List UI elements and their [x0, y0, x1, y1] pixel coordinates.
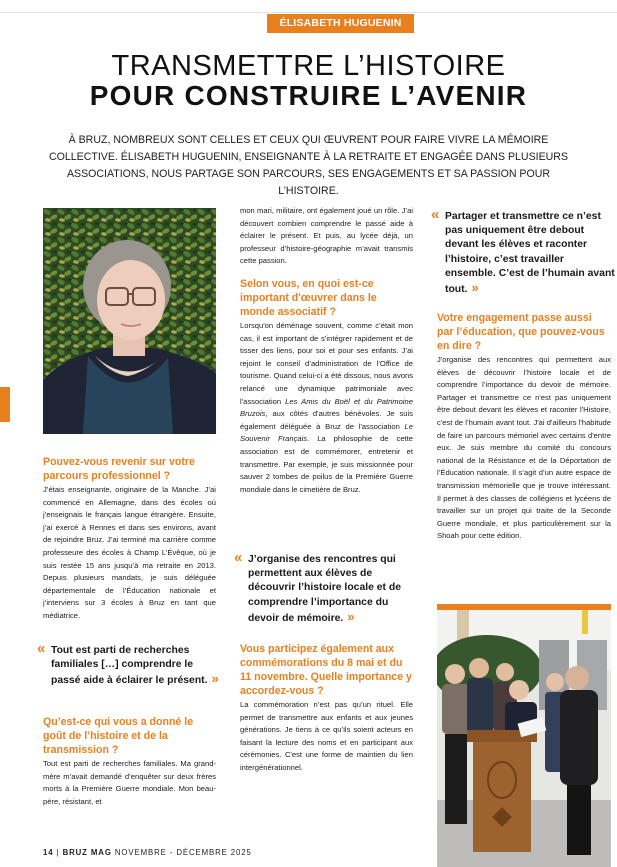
pull-quote-text: Tout est parti de recherches familiales […] comprendre le passé aide à éclairer le présent.: [51, 645, 208, 687]
open-quote-icon: «: [234, 549, 240, 566]
pull-quote: [431, 206, 616, 297]
page-number: 14: [43, 848, 54, 857]
association-name: Les Amis du Boël et du Patrimoine Bruzois: [240, 396, 413, 419]
answer-segment: . La philosophie de cette association est de commémorer, entretenir et transmettre. Par exemple, je suis missionnée pour sauver 2 tombes de poilus de la Première Guerre mondiale dans le cimetière de Bruz.: [240, 434, 413, 494]
page-footer: [43, 848, 252, 857]
pull-quote-text: Partager et transmettre ce n’est pas uniquement être debout devant les élèves et raconter l’histoire, c’est travailler ensemble. C’est de l’humain avant tout.: [445, 211, 615, 296]
lead-paragraph: À BRUZ, NOMBREUX SONT CELLES ET CEUX QUI ŒUVRENT POUR FAIRE VIVRE LA MÉMOIRE COLLECTIVE. ÉLISABETH HUGUENIN, ENSEIGNANTE À LA RETRAITE ET ENGAGÉE DANS PLUSIEURS ASSOCIATIONS, NOUS PARTAGE SON PARCOURS, SES ENGAGEMENTS ET SA PASSION POUR L’HISTOIRE.: [48, 134, 569, 197]
issue-date: NOVEMBRE - DÉCEMBRE 2025: [114, 848, 252, 857]
top-rule: [0, 12, 617, 13]
column-1-lower: [43, 715, 216, 808]
question-heading: Qu’est-ce qui vous a donné le goût de l’histoire et de la transmission ?: [43, 716, 194, 756]
pull-quote: [234, 549, 419, 626]
question-heading: Selon vous, en quoi est-ce important d'œuvrer dans le monde associatif ?: [240, 277, 377, 318]
close-quote-icon: »: [347, 608, 352, 624]
ceremony-photo: [437, 610, 611, 867]
portrait-photo: [43, 208, 216, 434]
column-2: [240, 205, 413, 496]
close-quote-icon: »: [471, 280, 476, 296]
magazine-name: BRUZ MAG: [62, 848, 112, 857]
ceremony-illustration: [437, 610, 611, 867]
answer-segment: Lorsqu'on déménage souvent, comme c’était mon cas, il est important de s’intégrer rapidement et de tisser des liens, pour soi et pour ses enfants. J’ai rejoint le conseil d’administration de l’Office de tourisme. Quand celui-ci a été dissous, nous avons relancé une dynamique patrimoniale avec l'association: [240, 320, 413, 406]
answer-text: La commémoration n’est pas qu’un rituel. Elle permet de transmettre aux enfants et aux jeunes générations. Je tiens à ce qu’ils soient acteurs en faisant la lecture des noms et en participant aux cérémonies. C'est une forme de maintien du lien intergénérationnel.: [240, 700, 413, 772]
footer-separator: |: [56, 848, 60, 857]
answer-segment: , aux côtés d'autres bénévoles. Je suis également déléguée à Bruz de l'association: [240, 409, 413, 431]
answer-text: Tout est parti de recherches familiales. Ma grand-mère m’avait demandé d’enquêter sur deux frères morts à la Première Guerre mondiale. Mon beau-père, résistant, et: [43, 759, 216, 806]
answer-text: J'organise des rencontres qui permettent aux élèves de découvrir l’histoire locale et de comprendre l’importance du devoir de mémoire. Partager et transmettre ce n'est pas uniquement être debout devant les élèves et raconter l'Histoire, c'est de l’humain avant tout. J'ai d'ailleurs l'habitude de faire un parcours mémoriel avec certains d'entre eux. Je suis membre du comité du concours national de la Résistance et de la Déportation de l’Éducation nationale. Il s’agit d’un autre espace de transmission mémorielle que je trouve intéressant. Il permet à des classes de collégiens et lycéens de travailler sur un projet qui traite de la Seconde Guerre mondiale, et plus particulièrement sur la Shoah pour cette édition.: [437, 355, 611, 541]
question-heading: Vous participez également aux commémorations du 8 mai et du 11 novembre. Quelle importance y accordez-vous ?: [240, 643, 412, 697]
column-3: [437, 311, 611, 543]
open-quote-icon: «: [37, 640, 43, 657]
page-title-line-2: POUR CONSTRUIRE L’AVENIR: [89, 80, 528, 111]
question-heading: Votre engagement passe aussi par l’éducation, que pouvez-vous en dire ?: [437, 312, 605, 352]
page-title-line-1: TRANSMETTRE L’HISTOIRE: [111, 50, 506, 82]
question-heading: Pouvez-vous revenir sur votre parcours professionnel ?: [43, 456, 195, 482]
pull-quote-text: J’organise des rencontres qui permettent aux élèves de découvrir l’histoire locale et de comprendre l’importance du devoir de mémoire.: [248, 554, 402, 624]
author-badge: ÉLISABETH HUGUENIN: [267, 14, 414, 33]
open-quote-icon: «: [431, 206, 437, 223]
column-1: [43, 455, 216, 623]
association-name: Le Souvenir Français: [240, 421, 413, 444]
portrait-illustration: [43, 208, 216, 434]
answer-text: [240, 320, 413, 496]
column-2-lower: [240, 642, 413, 775]
answer-text-continued: mon mari, militaire, ont également joué un rôle. J’ai découvert combien comprendre le passé aide à éclairer le présent. Et puis, au lycée déjà, un professeur d’histoire-géographie m’avait transmis cette passion.: [240, 206, 413, 266]
side-tab-marker: [0, 387, 10, 422]
close-quote-icon: »: [211, 671, 216, 687]
answer-text: J’étais enseignante, originaire de la Manche. J’ai commencé en Allemagne, dans des écoles où j’enseignais le français langue étrangère. Ensuite, j’ai exercé à Rennes et dans ses environs, avant de rejoindre Bruz. J’ai terminé ma carrière comme professeure des écoles à Champ L’Évêque, où je suis restée 15 ans jusqu’à ma retraite en 2013. Depuis plusieurs mandats, je suis déléguée départementale de l’Éducation nationale et j’interviens sur 3 écoles à Bruz en tant que médiatrice.: [43, 485, 216, 620]
pull-quote: [37, 640, 217, 689]
